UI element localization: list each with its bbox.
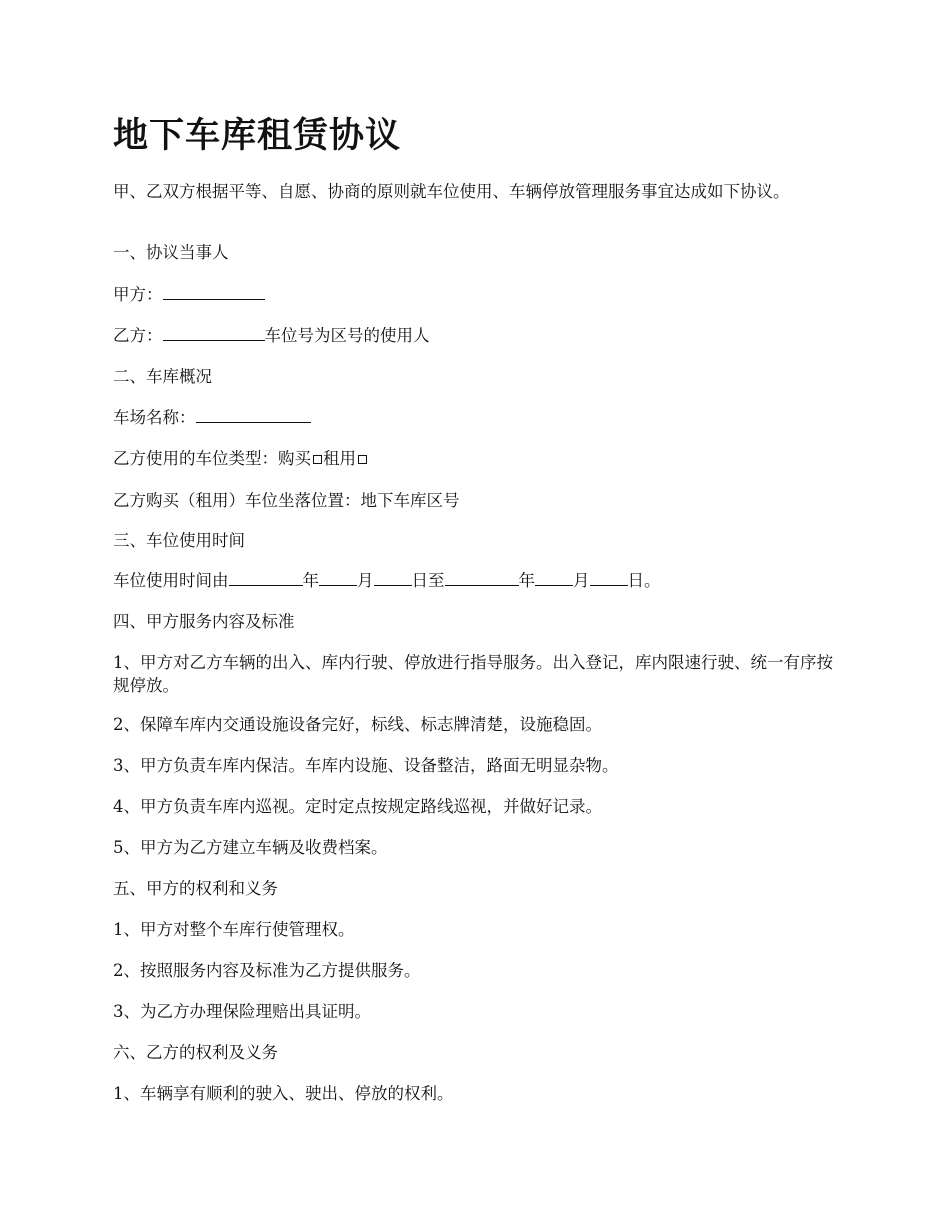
day-to-label: 日至	[411, 571, 445, 590]
start-year-blank	[229, 569, 303, 586]
lot-name-label: 车场名称：	[113, 408, 196, 427]
end-month-blank	[535, 569, 573, 586]
usage-prefix: 车位使用时间由	[113, 571, 229, 590]
section-6-item-1: 1、车辆享有顺利的驶入、驶出、停放的权利。	[113, 1084, 454, 1103]
section-5-heading: 五、甲方的权利和义务	[113, 879, 278, 898]
section-4-item-1: 1、甲方对乙方车辆的出入、库内行驶、停放进行指导服务。出入登记，库内限速行驶、统一有序按规停放。	[113, 653, 833, 695]
start-month-blank	[319, 569, 357, 586]
usage-period-line	[113, 569, 661, 592]
party-b-suffix: 车位号为区号的使用人	[264, 326, 430, 345]
section-4-item-4: 4、甲方负责车库内巡视。定时定点按规定路线巡视，并做好记录。	[113, 797, 602, 816]
day-end-label: 日。	[627, 571, 661, 590]
party-a-blank	[163, 283, 265, 300]
section-1-heading: 一、协议当事人	[113, 243, 229, 262]
section-6-heading: 六、乙方的权利及义务	[113, 1043, 278, 1062]
section-2-heading: 二、车库概况	[113, 367, 212, 386]
lot-name-blank	[196, 406, 311, 423]
space-type-label: 乙方使用的车位类型：	[113, 449, 278, 468]
section-4-heading: 四、甲方服务内容及标准	[113, 612, 295, 631]
end-day-blank	[590, 569, 628, 586]
end-year-blank	[445, 569, 519, 586]
intro-paragraph: 甲、乙双方根据平等、自愿、协商的原则就车位使用、车辆停放管理服务事宜达成如下协议。	[113, 182, 790, 201]
rent-checkbox	[358, 455, 367, 464]
option-rent-label: 租用	[323, 449, 356, 468]
party-b-line	[113, 324, 430, 347]
party-b-blank	[163, 324, 265, 341]
party-b-label: 乙方：	[113, 326, 163, 345]
section-3-heading: 三、车位使用时间	[113, 531, 245, 550]
start-month-label: 月	[357, 571, 374, 590]
party-a-label: 甲方：	[113, 285, 163, 304]
end-year-label: 年	[518, 571, 535, 590]
lot-name-line	[113, 406, 311, 429]
start-day-blank	[374, 569, 412, 586]
section-4-item-2: 2、保障车库内交通设施设备完好，标线、标志牌清楚，设施稳固。	[113, 715, 602, 734]
buy-checkbox	[313, 455, 322, 464]
location-line: 乙方购买（租用）车位坐落位置：地下车库区号	[113, 491, 460, 510]
section-4-item-3: 3、甲方负责车库内保洁。车库内设施、设备整洁，路面无明显杂物。	[113, 756, 619, 775]
end-month-label: 月	[573, 571, 590, 590]
section-4-item-5: 5、甲方为乙方建立车辆及收费档案。	[113, 838, 388, 857]
document-title: 地下车库租赁协议	[113, 115, 402, 156]
section-5-item-2: 2、按照服务内容及标准为乙方提供服务。	[113, 961, 421, 980]
section-5-item-3: 3、为乙方办理保险理赔出具证明。	[113, 1002, 371, 1021]
section-5-item-1: 1、甲方对整个车库行使管理权。	[113, 920, 355, 939]
party-a-line	[113, 283, 265, 306]
start-year-label: 年	[302, 571, 319, 590]
space-type-line	[113, 447, 368, 470]
option-buy-label: 购买	[278, 449, 311, 468]
